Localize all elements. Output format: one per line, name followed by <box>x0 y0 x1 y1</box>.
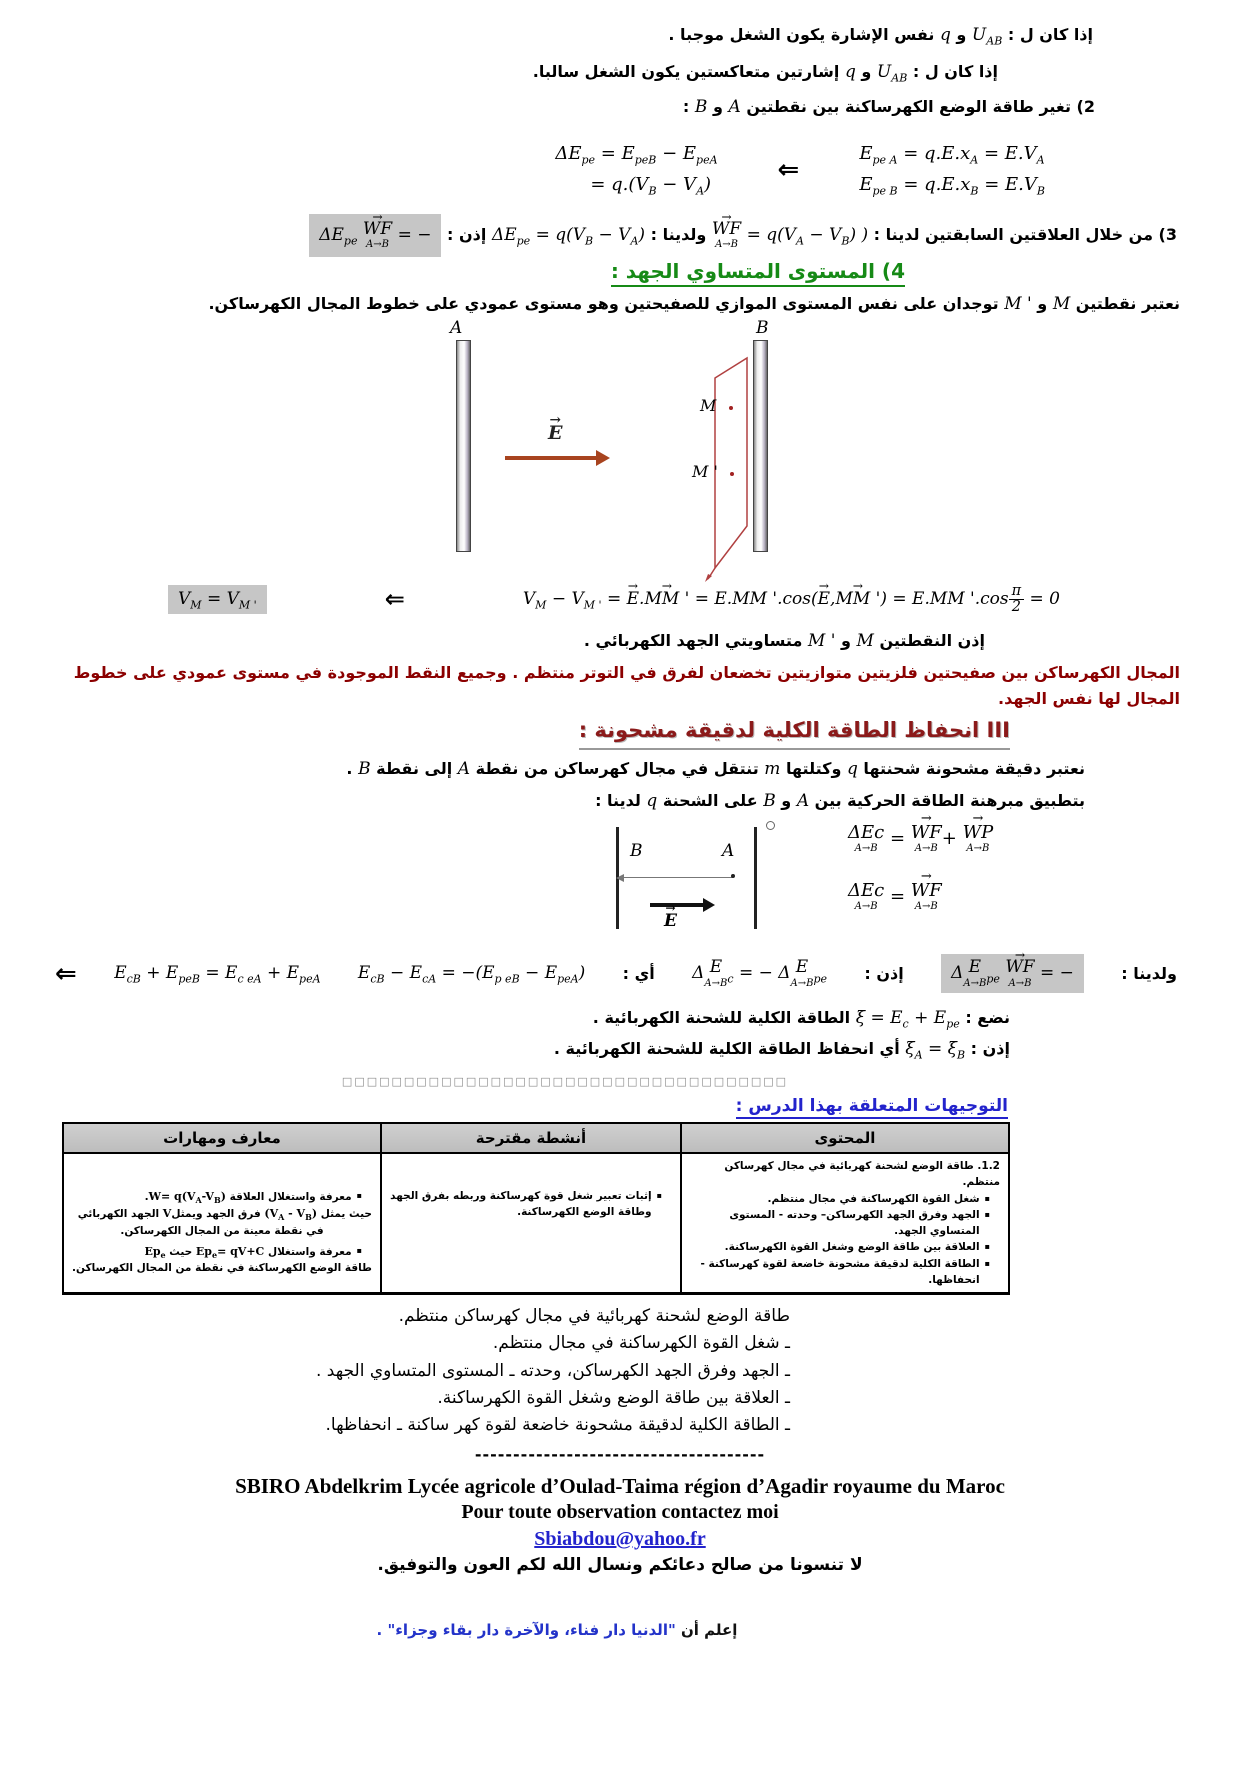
work-equation: → WF A→B = $q(V_A - V_B)$ ) <box>712 218 868 254</box>
point-m-prime-symbol: M ' <box>807 631 836 652</box>
list-item: ـ الجهد وفرق الجهد الكهرساكن، وحدته ـ المستوى المتساوي الجهد . <box>316 1360 790 1381</box>
energy-sum-equation: $E_{cB} + E_{peB} = E_{c eA} + E_{peA}$ <box>114 963 321 986</box>
point-m-symbol: M <box>856 631 874 652</box>
field-e-arrow-icon <box>650 903 704 907</box>
equipotential-paragraph: نعتبر نقطتين M و M ' توجدان على نفس المستوى الموازي للصفيحتين وهو مستوى عمودي على خطوط المجال الكهرساكن. <box>0 291 1180 318</box>
total-energy-definition: نضع : $\xi = E_c + E_{pe}$ الطاقة الكلية للشحنة الكهربائية . <box>0 1005 1010 1032</box>
table-body-row <box>63 1153 1009 1294</box>
squares-separator: □□□□□□□□□□□□□□□□□□□□□□□□□□□□□□□□□□□□ <box>341 1075 789 1089</box>
epe-b-equation: $E_{pe B} = q.E.x_B = E.V_B$ <box>859 173 1045 198</box>
column-header-activities: أنشطة مقترحة <box>381 1123 681 1153</box>
xi-definition-equation: $\xi = E_c + E_{pe}$ <box>855 1007 960 1031</box>
bullet-icon: ▪ <box>984 1242 990 1252</box>
content-item: ▪ الطاقة الكلية لدقيقة مشحونة خاضعة لقوة كهرساكنة - انحفاظها. <box>690 1256 990 1289</box>
bullet-icon: ▪ <box>984 1258 990 1268</box>
point-m-symbol: M <box>1052 294 1071 315</box>
skill-note-continuation: في نقطة معينة من المجال الكهرساكن. <box>120 1224 324 1237</box>
closing-quote-line: إعلم أن "الدنيا دار فناء، والآخرة دار بقاء وجزاء" . <box>376 1621 738 1640</box>
potential-energy-equations <box>0 128 1045 212</box>
content-item: ▪ شغل القوة الكهرساكنة في مجال منتظم. <box>690 1191 990 1207</box>
field-note-red-text: المجال الكهرساكن بين صفيحتين فلزيتين متوازيتين تخضعان لفرق في التوتر منتظم . وجميع النقط الموجودة في مستوى عمودي على خطوط المجال لها نفس الجهد. <box>73 662 1180 709</box>
right-boundary-bar <box>754 827 757 929</box>
kinetic-energy-equation-2: ΔEc A→B = → WF A→B <box>848 881 942 913</box>
delta-epe-equation: $\Delta E_{pe} = q(V_B - V_A)$ <box>491 224 646 247</box>
boxed-result-equation: $\Delta E_{pe}$ → WF A→B = − <box>309 214 441 258</box>
table-header-row <box>63 1123 1009 1153</box>
q-symbol: q <box>844 62 856 83</box>
activities-cell <box>381 1153 681 1294</box>
plate-b-label: B <box>756 318 769 339</box>
activity-item: ▪ إثبات تعبير شغل قوة كهرساكنة وربطه بفرق الجهد وطاقة الوضع الكهرساكنة. <box>390 1188 662 1221</box>
column-header-skills: معارف ومهارات <box>63 1123 381 1153</box>
contact-line: Pour toute observation contactez moi <box>461 1501 779 1524</box>
section-3-roman-heading: III انحفاظ الطاقة الكلية لدقيقة مشحونة : <box>0 718 1010 750</box>
delta-epe-equation: $\Delta E_{pe} = E_{peB} - E_{peA}$ <box>555 142 718 167</box>
condition-label: إذا كان ل : <box>907 62 998 82</box>
energy-relation-line: ولدينا : Δ E A→B $_{pe}$ → WF A→B = − إذن : Δ E A→B $_c$ = − Δ E A→B $_{pe}$ أي : $E_{cB} - E_{cA} = -(E_{p eB} - E_{peA})$ $E_{cB} + E_{peB} = E_{c eA} + E_{peA}$ ⇐ <box>55 949 1177 999</box>
uab-symbol: $U_{AB}$ <box>876 62 908 85</box>
field-e-label: → E <box>548 422 562 444</box>
charge-particle-icon <box>766 821 775 830</box>
energy-conservation-conclusion: إذن : $\xi_A = \xi_B$ أي انحفاظ الطاقة الكلية للشحنة الكهربائية . <box>0 1036 1010 1063</box>
kinetic-energy-theorem-paragraph: بتطبيق مبرهنة الطاقة الحركية بين A و B على الشحنة q لدينا : <box>0 788 1085 815</box>
list-item: طاقة الوضع لشحنة كهربائية في مجال كهرساكن منتظم. <box>398 1306 790 1327</box>
point-b-symbol: B <box>763 790 776 811</box>
lesson-summary-list <box>0 1303 790 1439</box>
bullet-icon: ▪ <box>984 1209 990 1219</box>
content-item: ▪ العلاقة بين طاقة الوضع وشغل القوة الكهرساكنة. <box>690 1239 990 1255</box>
point-b-symbol: B <box>358 759 371 780</box>
q-symbol: q <box>646 790 658 811</box>
curriculum-table <box>62 1122 1010 1295</box>
dua-line: لا تنسونا من صالح دعائكم ونسال الله لكم العون والتوفيق. <box>377 1555 863 1576</box>
skill-note-continuation: طاقة الوضع الكهرساكنة في نقطة من المجال الكهرساكن. <box>72 1262 372 1275</box>
skill-item: ▪ معرفة واستغلال $Ep_e= qV+C$ حيث $Ep_e$ <box>144 1244 362 1261</box>
displacement-arrow-icon <box>623 877 733 878</box>
parallel-plates-diagram <box>0 320 1240 570</box>
list-item: ـ شغل القوة الكهرساكنة في مجال منتظم. <box>492 1333 790 1354</box>
point-a-label: A <box>722 840 735 861</box>
point-m-label: M <box>700 396 717 416</box>
section-3-relation-line: 3) من خلال العلاقتين السابقتين لدينا : → WF A→B = $q(V_A - V_B)$ ) ولدينا : $\Delta E_{pe} = q(V_B - V_A)$ إذن : $\Delta E_{pe}$ → WF A→B = − <box>0 214 1177 258</box>
column-header-content: المحتوى <box>681 1123 1009 1153</box>
point-a-symbol: A <box>457 759 471 780</box>
section-2-heading: 2) تغير طاقة الوضع الكهرساكنة بين نقطتين A و B : <box>0 94 1095 121</box>
email-line <box>0 1528 1240 1551</box>
equal-potential-conclusion: إذن النقطتين M و M ' متساويتي الجهد الكهربائي . <box>0 628 985 655</box>
m-symbol: m <box>764 759 781 780</box>
bullet-icon: ▪ <box>356 1245 362 1255</box>
field-e-label: → E <box>664 911 677 931</box>
implies-arrow-icon: ⇐ <box>777 154 800 185</box>
bullet-icon: ▪ <box>656 1191 662 1201</box>
bullet-icon: ▪ <box>984 1193 990 1203</box>
epe-point-equations <box>859 143 1045 196</box>
content-cell <box>681 1153 1009 1294</box>
kinetic-energy-equation-1: ΔEc A→B = → WF A→B + → WP A→B <box>848 823 993 855</box>
vm-equality-box: $V_M = V_{M '}$ <box>168 585 267 614</box>
skill-note: حيث يمثل $(V_A - V_B)$ فرق الجهد ويمثلV الجهد الكهربائي <box>77 1207 372 1223</box>
q-symbol: q <box>939 25 951 45</box>
point-a-dot <box>731 874 735 878</box>
charge-displacement-diagram <box>0 821 1240 941</box>
epe-a-equation: $E_{pe A} = q.E.x_A = E.V_A$ <box>859 142 1045 167</box>
author-line: SBIRO Abdelkrim Lycée agricole d’Oulad-Taima région d’Agadir royaume du Maroc <box>235 1474 1005 1499</box>
work-sign-condition-negative: إذا كان ل : $U_{AB}$ و q إشارتين متعاكستين يكون الشغل سالبا. <box>0 59 998 86</box>
xi-equality-equation: $\xi_A = \xi_B$ <box>905 1038 966 1062</box>
charged-particle-paragraph: نعتبر دقيقة مشحونة شحنتها q وكتلتها m تنتقل في مجال كهرساكن من نقطة A إلى نقطة B . <box>0 756 1085 783</box>
skill-item: ▪ معرفة واستغلال العلاقة $W= q(V_A-V_B)$. <box>144 1190 362 1206</box>
delta-epe-result: = $q.(V_B - V_A)$ <box>590 173 712 198</box>
plate-a-label: A <box>450 318 463 339</box>
point-b-symbol: B <box>694 97 708 118</box>
dashed-divider: -------------------------------------- <box>474 1445 766 1465</box>
condition-label: إذا كان ل : <box>1002 25 1093 44</box>
equipotential-equation-line <box>0 576 1240 622</box>
delta-epe-equations <box>555 143 717 196</box>
skills-cell <box>63 1153 381 1294</box>
ec-difference-equation: $E_{cB} - E_{cA} = -(E_{p eB} - E_{peA})$ <box>357 963 586 986</box>
list-item: ـ الطاقة الكلية لدقيقة مشحونة خاضعة لقوة كهر ساكنة ـ انحفاظها. <box>325 1415 790 1436</box>
guidance-heading: التوجيهات المتعلقة بهذا الدرس : <box>0 1096 1008 1116</box>
content-item: ▪ الجهد وفرق الجهد الكهرساكن– وحدته - المستوى المتساوي الجهد. <box>690 1207 990 1240</box>
point-a-symbol: A <box>728 97 741 118</box>
boxed-delta-epe-work: Δ E A→B $_{pe}$ → WF A→B = − <box>941 954 1084 993</box>
point-a-symbol: A <box>796 790 810 811</box>
field-e-arrow-icon <box>505 456 597 460</box>
email-link[interactable]: Sbiabdou@yahoo.fr <box>534 1528 706 1551</box>
vm-difference-equation: $V_M - V_{M '}$ = → E.→ MM ' = E.MM '.cos(→ E,→ MM ') = E.MM '.cos $\frac{\pi}{2}$ = 0 <box>523 584 1060 615</box>
point-m-prime-label: M ' <box>692 462 718 482</box>
list-item: ـ العلاقة بين طاقة الوضع وشغل القوة الكهرساكنة. <box>437 1387 790 1408</box>
document-page <box>0 22 1240 1776</box>
point-b-label: B <box>630 840 643 861</box>
implies-arrow-icon: ⇐ <box>55 958 77 989</box>
implies-arrow-icon: ⇐ <box>384 585 405 614</box>
work-sign-condition-positive: إذا كان ل : $U_{AB}$ و q نفس الإشارة يكون الشغل موجبا . <box>0 22 1093 49</box>
uab-symbol: $U_{AB}$ <box>971 25 1003 48</box>
plate-a <box>456 340 471 552</box>
delta-ec-equation: Δ E A→B $_c$ = − Δ E A→B $_{pe}$ <box>692 957 828 989</box>
q-symbol: q <box>846 759 858 780</box>
point-m-prime-symbol: M ' <box>1004 294 1032 315</box>
bullet-icon: ▪ <box>356 1191 362 1201</box>
section-4-heading: 4) المستوى المتساوي الجهد : <box>0 259 905 287</box>
content-title: 1.2. طاقة الوضع لشحنة كهربائية في مجال كهرساكن منتظم. <box>724 1160 1000 1189</box>
